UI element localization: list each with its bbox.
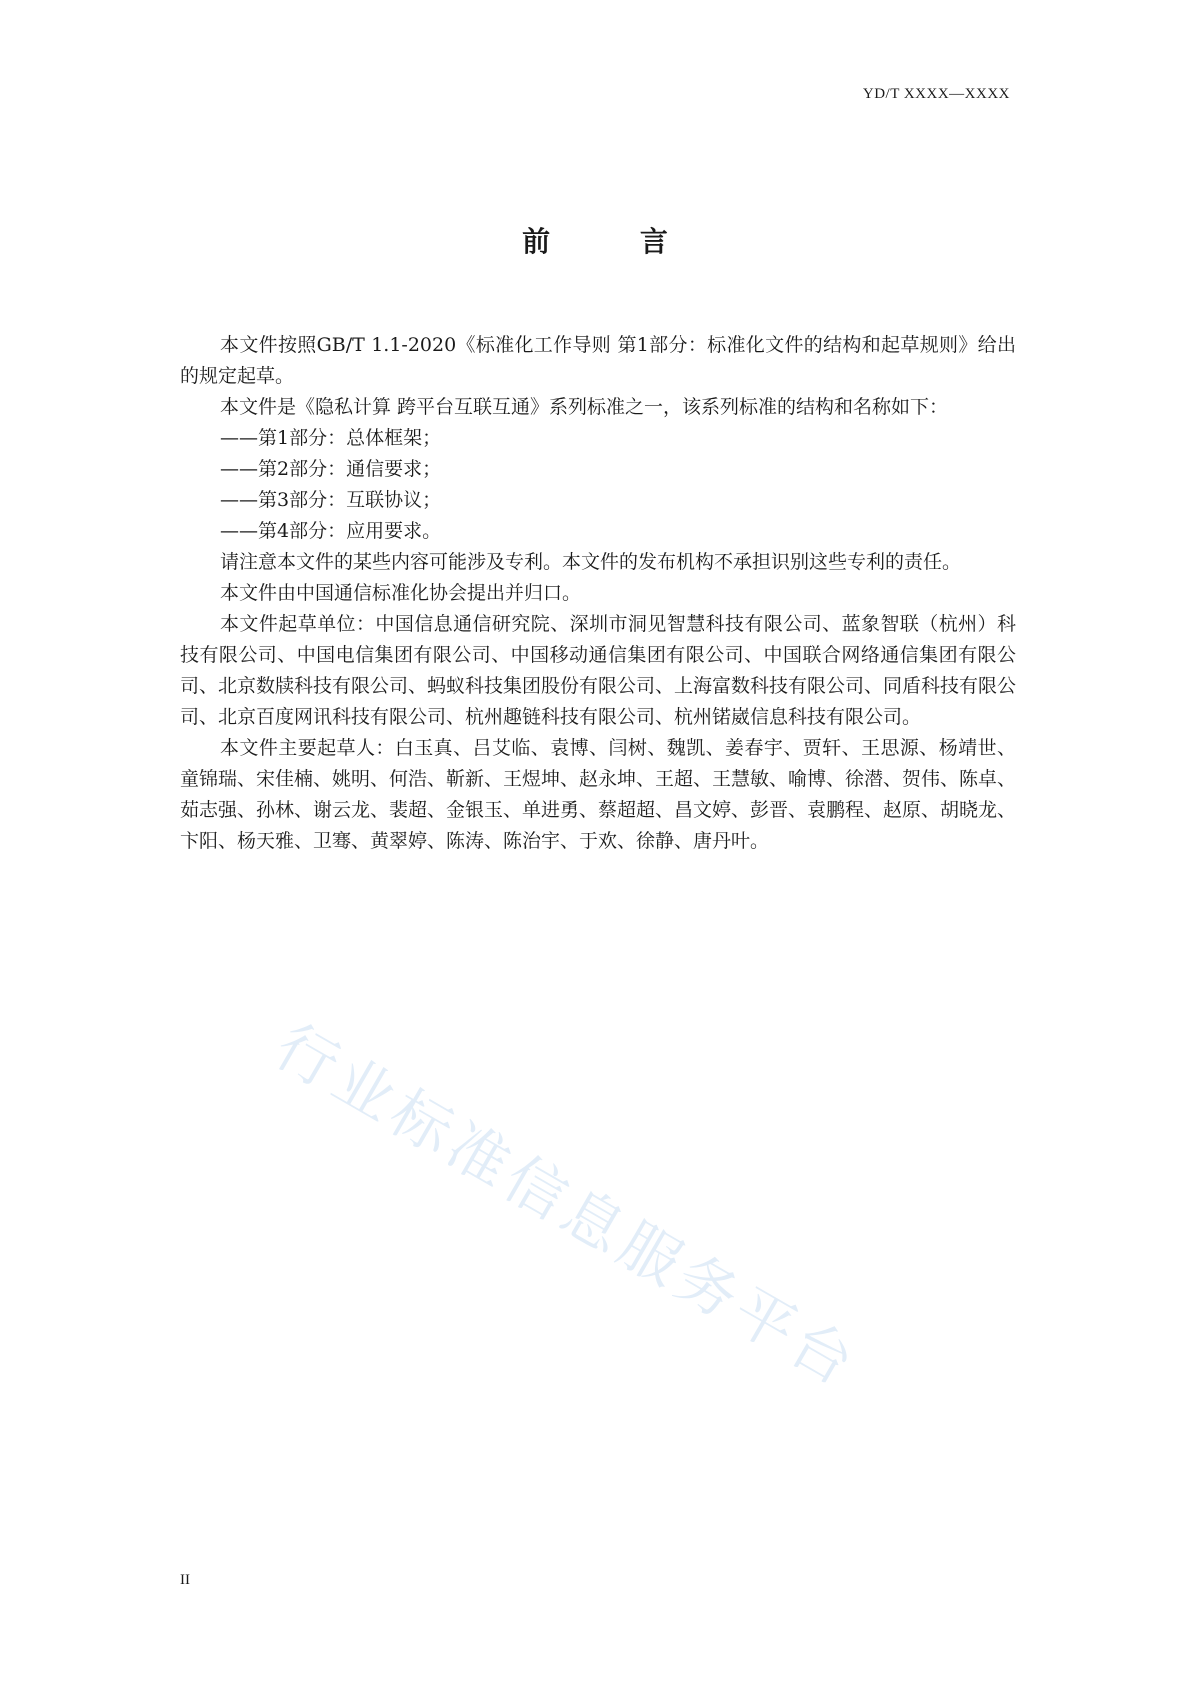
paragraph-proposer: 本文件由中国通信标准化协会提出并归口。 — [220, 582, 582, 604]
list-item-part-2: ——第2部分：通信要求； — [220, 458, 442, 480]
list-item-part-1: ——第1部分：总体框架； — [220, 427, 442, 449]
page-number: II — [180, 1572, 190, 1588]
paragraph-drafting-rules: 本文件按照GB/T 1.1-2020《标准化工作导则 第1部分：标准化文件的结构和起草规则》给出的规定起草。 — [180, 334, 1016, 387]
foreword-body — [180, 330, 1016, 857]
paragraph-series-intro: 本文件是《隐私计算 跨平台互联互通》系列标准之一，该系列标准的结构和名称如下： — [220, 396, 949, 418]
list-item-part-3: ——第3部分：互联协议； — [220, 489, 442, 511]
list-item-part-4: ——第4部分：应用要求。 — [220, 520, 442, 542]
paragraph-drafters: 本文件主要起草人：白玉真、吕艾临、袁博、闫树、魏凯、姜春宇、贾轩、王思源、杨靖世、童锦瑞、宋佳楠、姚明、何浩、靳新、王煜坤、赵永坤、王超、王慧敏、喻博、徐潜、贺伟、陈卓、茹志强、孙林、谢云龙、裴超、金银玉、单进勇、蔡超超、昌文婷、彭晋、袁鹏程、赵原、胡晓龙、卞阳、杨天雅、卫骞、黄翠婷、陈涛、陈治宇、于欢、徐静、唐丹叶。 — [180, 737, 1017, 852]
paragraph-patent-notice: 请注意本文件的某些内容可能涉及专利。本文件的发布机构不承担识别这些专利的责任。 — [220, 551, 962, 573]
document-code: YD/T XXXX—XXXX — [862, 86, 1010, 102]
watermark: 行业标准信息服务平台 — [263, 1011, 871, 1402]
page-title: 前 言 — [522, 225, 708, 258]
paragraph-drafting-units: 本文件起草单位：中国信息通信研究院、深圳市洞见智慧科技有限公司、蓝象智联（杭州）科技有限公司、中国电信集团有限公司、中国移动通信集团有限公司、中国联合网络通信集团有限公司、北京数牍科技有限公司、蚂蚁科技集团股份有限公司、上海富数科技有限公司、同盾科技有限公司、北京百度网讯科技有限公司、杭州趣链科技有限公司、杭州锘崴信息科技有限公司。 — [180, 613, 1017, 728]
